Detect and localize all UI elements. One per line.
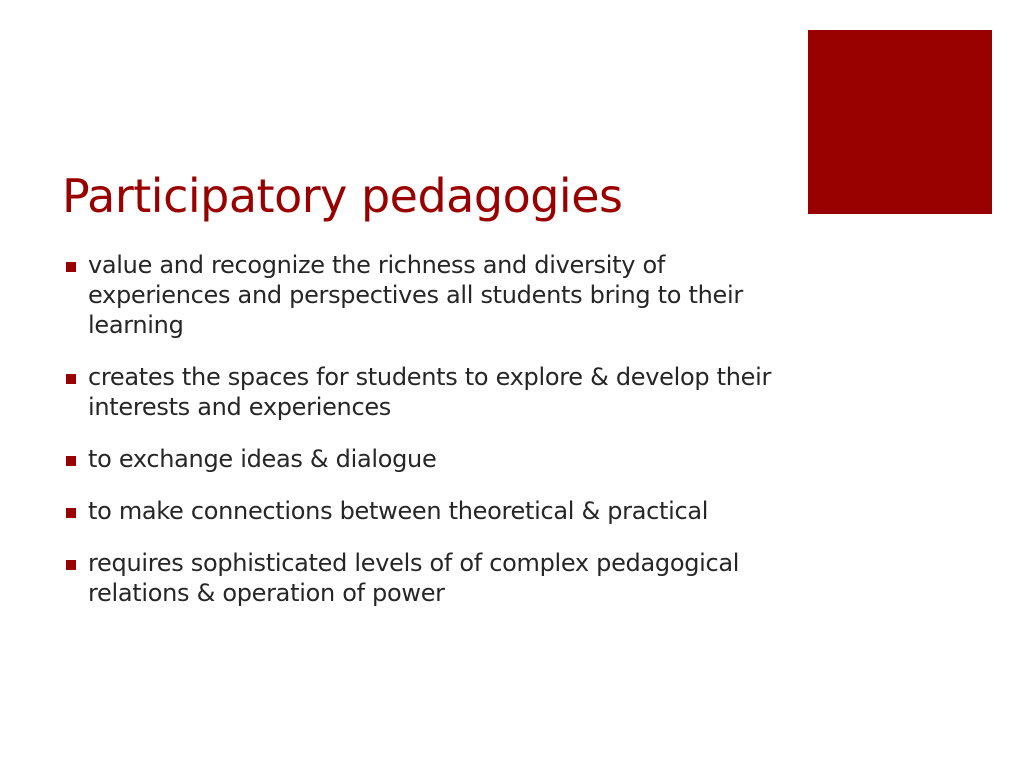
bullet-text: to exchange ideas & dialogue [88,445,437,473]
square-bullet-icon [66,262,76,272]
bullet-text: value and recognize the richness and diversity of experiences and perspectives all students bring to their learning [88,251,743,339]
square-bullet-icon [66,374,76,384]
square-bullet-icon [66,508,76,518]
bullet-item [62,496,802,526]
bullet-item [62,444,802,474]
bullet-item [62,548,802,608]
slide-title: Participatory pedagogies [62,169,623,223]
bullet-text: requires sophisticated levels of of complex pedagogical relations & operation of power [88,549,740,607]
bullet-item [62,362,802,422]
accent-block [808,30,992,214]
bullet-text: creates the spaces for students to explore & develop their interests and experiences [88,363,772,421]
bullet-item [62,250,802,340]
bullet-list [62,250,802,630]
square-bullet-icon [66,560,76,570]
square-bullet-icon [66,456,76,466]
bullet-text: to make connections between theoretical & practical [88,497,709,525]
